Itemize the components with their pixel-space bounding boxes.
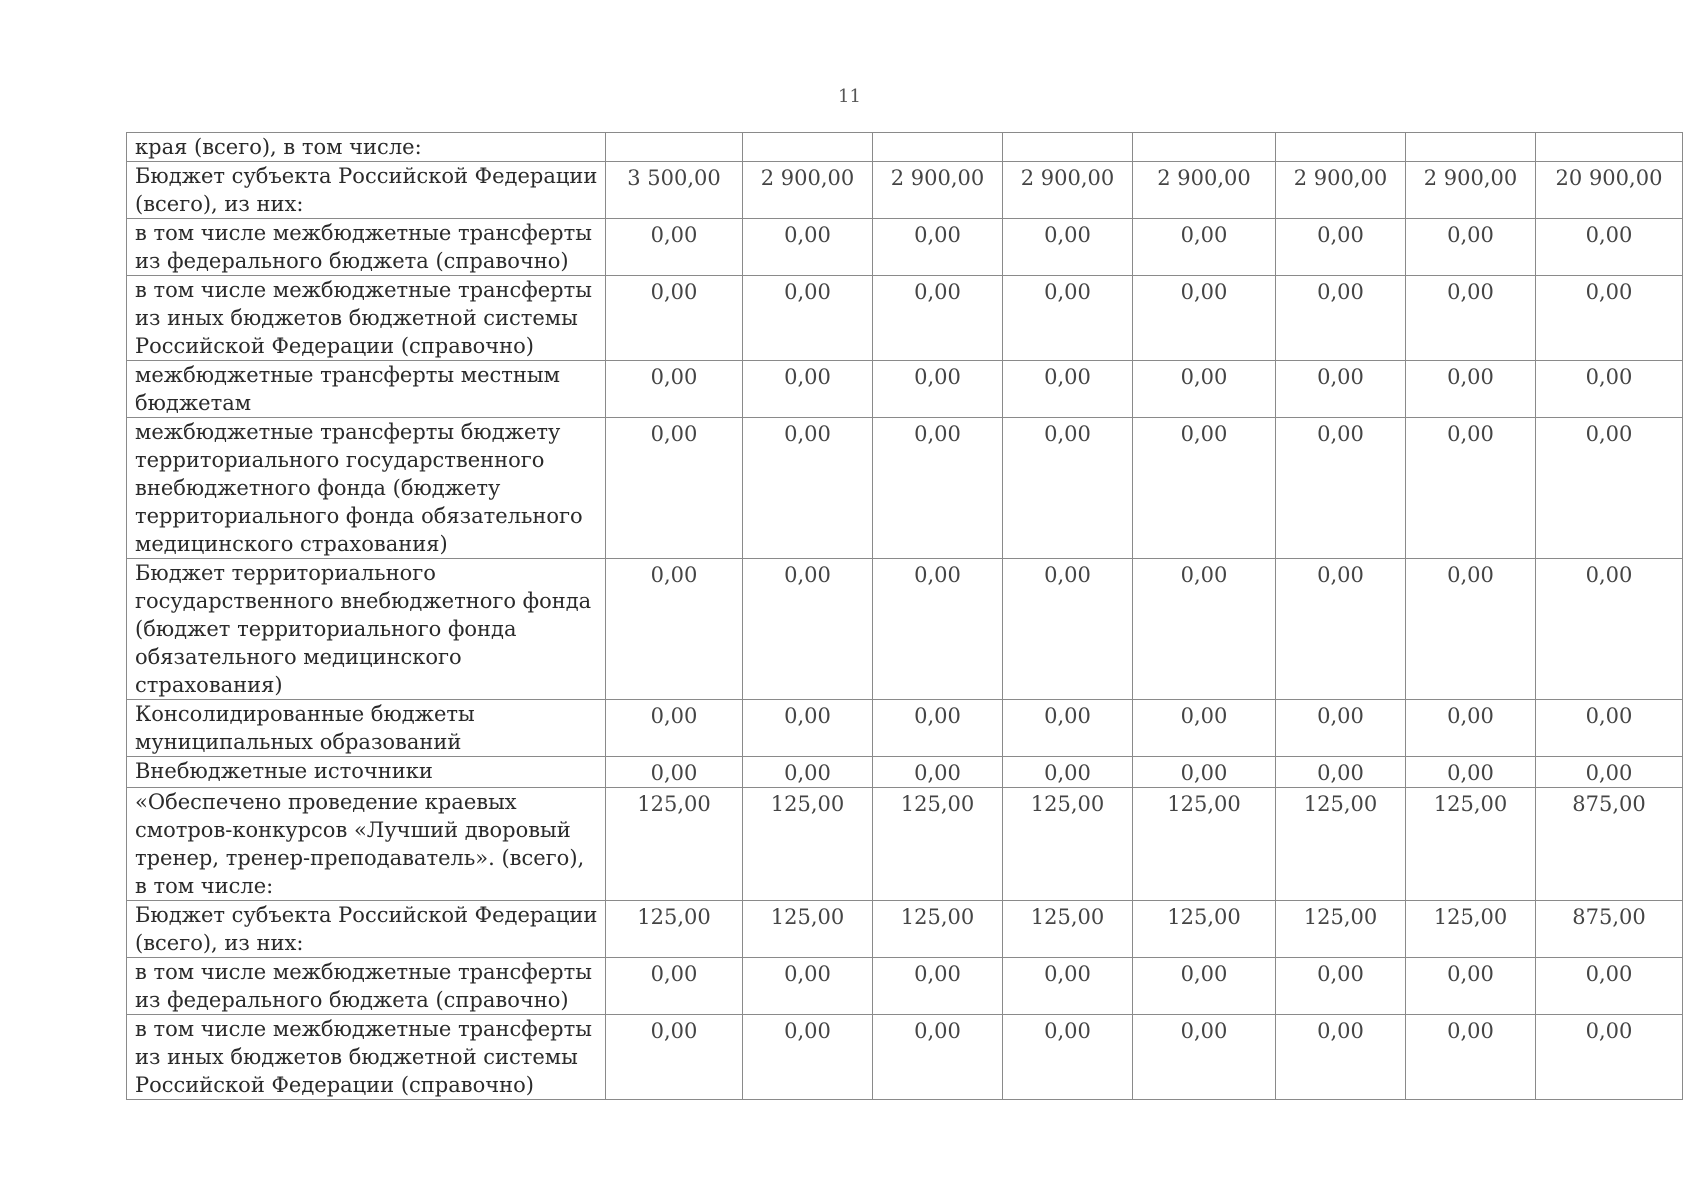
value-cell: 0,00 xyxy=(1276,1015,1406,1100)
value-cell: 0,00 xyxy=(606,361,743,418)
value-cell: 125,00 xyxy=(1406,788,1536,901)
value-cell: 125,00 xyxy=(743,788,873,901)
value-cell: 875,00 xyxy=(1536,788,1683,901)
value-cell: 0,00 xyxy=(1406,559,1536,700)
value-cell: 125,00 xyxy=(1276,901,1406,958)
value-cell: 0,00 xyxy=(743,700,873,757)
value-cell: 0,00 xyxy=(1276,219,1406,276)
value-cell: 0,00 xyxy=(1406,276,1536,361)
value-cell: 0,00 xyxy=(1003,418,1133,559)
value-cell: 0,00 xyxy=(873,276,1003,361)
value-cell: 125,00 xyxy=(606,788,743,901)
value-cell: 0,00 xyxy=(1536,757,1683,788)
table-row xyxy=(127,559,1683,700)
value-cell: 0,00 xyxy=(873,700,1003,757)
value-cell xyxy=(1133,133,1276,162)
value-cell: 0,00 xyxy=(1406,361,1536,418)
budget-table xyxy=(126,132,1683,1100)
value-cell: 125,00 xyxy=(873,901,1003,958)
value-cell: 0,00 xyxy=(606,418,743,559)
value-cell: 0,00 xyxy=(606,276,743,361)
value-cell: 0,00 xyxy=(1133,361,1276,418)
value-cell: 0,00 xyxy=(1536,700,1683,757)
value-cell: 2 900,00 xyxy=(1003,162,1133,219)
value-cell: 125,00 xyxy=(1003,788,1133,901)
value-cell: 0,00 xyxy=(1133,559,1276,700)
value-cell: 0,00 xyxy=(1133,219,1276,276)
row-label: межбюджетные трансферты бюджету территориального государственного внебюджетного фонда (бюджету территориального фонда обязательного медицинского страхования) xyxy=(127,418,606,559)
row-label: Бюджет субъекта Российской Федерации (всего), из них: xyxy=(127,162,606,219)
value-cell: 125,00 xyxy=(1276,788,1406,901)
value-cell: 2 900,00 xyxy=(1276,162,1406,219)
value-cell: 0,00 xyxy=(743,276,873,361)
value-cell: 0,00 xyxy=(1133,1015,1276,1100)
value-cell: 0,00 xyxy=(873,559,1003,700)
value-cell: 125,00 xyxy=(743,901,873,958)
value-cell: 0,00 xyxy=(1406,219,1536,276)
value-cell: 0,00 xyxy=(1406,757,1536,788)
value-cell: 125,00 xyxy=(1003,901,1133,958)
table-row xyxy=(127,700,1683,757)
value-cell xyxy=(873,133,1003,162)
table-row xyxy=(127,133,1683,162)
value-cell: 0,00 xyxy=(1003,700,1133,757)
value-cell xyxy=(606,133,743,162)
table-row xyxy=(127,361,1683,418)
value-cell: 0,00 xyxy=(1276,757,1406,788)
value-cell: 0,00 xyxy=(743,361,873,418)
value-cell: 0,00 xyxy=(1003,1015,1133,1100)
value-cell: 2 900,00 xyxy=(743,162,873,219)
value-cell: 0,00 xyxy=(606,559,743,700)
value-cell: 0,00 xyxy=(873,757,1003,788)
row-label: Бюджет территориального государственного внебюджетного фонда (бюджет территориального фонда обязательного медицинского страхования) xyxy=(127,559,606,700)
value-cell: 0,00 xyxy=(1536,219,1683,276)
row-label: «Обеспечено проведение краевых смотров-конкурсов «Лучший дворовый тренер, тренер-преподаватель». (всего), в том числе: xyxy=(127,788,606,901)
value-cell: 0,00 xyxy=(873,219,1003,276)
value-cell: 0,00 xyxy=(1276,559,1406,700)
value-cell: 0,00 xyxy=(1133,276,1276,361)
value-cell: 0,00 xyxy=(873,361,1003,418)
value-cell: 0,00 xyxy=(743,757,873,788)
value-cell: 0,00 xyxy=(1276,958,1406,1015)
value-cell xyxy=(1003,133,1133,162)
value-cell: 0,00 xyxy=(1536,559,1683,700)
value-cell: 0,00 xyxy=(606,219,743,276)
value-cell: 125,00 xyxy=(1133,901,1276,958)
value-cell: 0,00 xyxy=(1406,700,1536,757)
value-cell: 20 900,00 xyxy=(1536,162,1683,219)
value-cell: 0,00 xyxy=(606,1015,743,1100)
value-cell: 875,00 xyxy=(1536,901,1683,958)
value-cell: 0,00 xyxy=(1536,276,1683,361)
value-cell: 0,00 xyxy=(1133,418,1276,559)
value-cell: 125,00 xyxy=(873,788,1003,901)
value-cell: 0,00 xyxy=(1133,700,1276,757)
value-cell: 0,00 xyxy=(1133,958,1276,1015)
row-label: межбюджетные трансферты местным бюджетам xyxy=(127,361,606,418)
row-label: Внебюджетные источники xyxy=(127,757,606,788)
row-label: Консолидированные бюджеты муниципальных образований xyxy=(127,700,606,757)
value-cell: 125,00 xyxy=(1133,788,1276,901)
value-cell xyxy=(1276,133,1406,162)
value-cell: 0,00 xyxy=(1536,958,1683,1015)
value-cell: 0,00 xyxy=(1003,958,1133,1015)
value-cell: 0,00 xyxy=(1003,361,1133,418)
value-cell: 0,00 xyxy=(1406,958,1536,1015)
value-cell: 0,00 xyxy=(1003,559,1133,700)
value-cell: 0,00 xyxy=(606,757,743,788)
table-row xyxy=(127,1015,1683,1100)
value-cell: 0,00 xyxy=(1536,418,1683,559)
value-cell: 0,00 xyxy=(743,418,873,559)
table-row xyxy=(127,757,1683,788)
page-number: 11 xyxy=(838,86,861,107)
row-label: края (всего), в том числе: xyxy=(127,133,606,162)
value-cell: 0,00 xyxy=(1406,418,1536,559)
value-cell: 0,00 xyxy=(743,1015,873,1100)
value-cell: 0,00 xyxy=(1276,700,1406,757)
value-cell: 2 900,00 xyxy=(1133,162,1276,219)
row-label: Бюджет субъекта Российской Федерации (всего), из них: xyxy=(127,901,606,958)
value-cell: 0,00 xyxy=(873,958,1003,1015)
value-cell xyxy=(1536,133,1683,162)
value-cell: 2 900,00 xyxy=(873,162,1003,219)
value-cell: 0,00 xyxy=(1276,276,1406,361)
value-cell: 125,00 xyxy=(606,901,743,958)
value-cell: 0,00 xyxy=(606,700,743,757)
value-cell: 0,00 xyxy=(1536,1015,1683,1100)
value-cell: 0,00 xyxy=(1003,757,1133,788)
value-cell: 2 900,00 xyxy=(1406,162,1536,219)
value-cell: 0,00 xyxy=(1133,757,1276,788)
table-row xyxy=(127,276,1683,361)
value-cell: 0,00 xyxy=(606,958,743,1015)
table-row xyxy=(127,162,1683,219)
value-cell: 0,00 xyxy=(873,418,1003,559)
value-cell xyxy=(1406,133,1536,162)
value-cell: 0,00 xyxy=(1276,418,1406,559)
row-label: в том числе межбюджетные трансферты из федерального бюджета (справочно) xyxy=(127,958,606,1015)
value-cell: 0,00 xyxy=(1276,361,1406,418)
value-cell: 0,00 xyxy=(1406,1015,1536,1100)
value-cell: 0,00 xyxy=(873,1015,1003,1100)
value-cell xyxy=(743,133,873,162)
value-cell: 125,00 xyxy=(1406,901,1536,958)
row-label: в том числе межбюджетные трансферты из иных бюджетов бюджетной системы Российской Федерации (справочно) xyxy=(127,276,606,361)
table-row xyxy=(127,418,1683,559)
value-cell: 0,00 xyxy=(743,958,873,1015)
table-row xyxy=(127,219,1683,276)
row-label: в том числе межбюджетные трансферты из иных бюджетов бюджетной системы Российской Федерации (справочно) xyxy=(127,1015,606,1100)
value-cell: 0,00 xyxy=(743,559,873,700)
value-cell: 0,00 xyxy=(1003,219,1133,276)
value-cell: 0,00 xyxy=(1536,361,1683,418)
value-cell: 0,00 xyxy=(743,219,873,276)
table-row xyxy=(127,788,1683,901)
value-cell: 3 500,00 xyxy=(606,162,743,219)
table-row xyxy=(127,958,1683,1015)
table-row xyxy=(127,901,1683,958)
value-cell: 0,00 xyxy=(1003,276,1133,361)
row-label: в том числе межбюджетные трансферты из федерального бюджета (справочно) xyxy=(127,219,606,276)
